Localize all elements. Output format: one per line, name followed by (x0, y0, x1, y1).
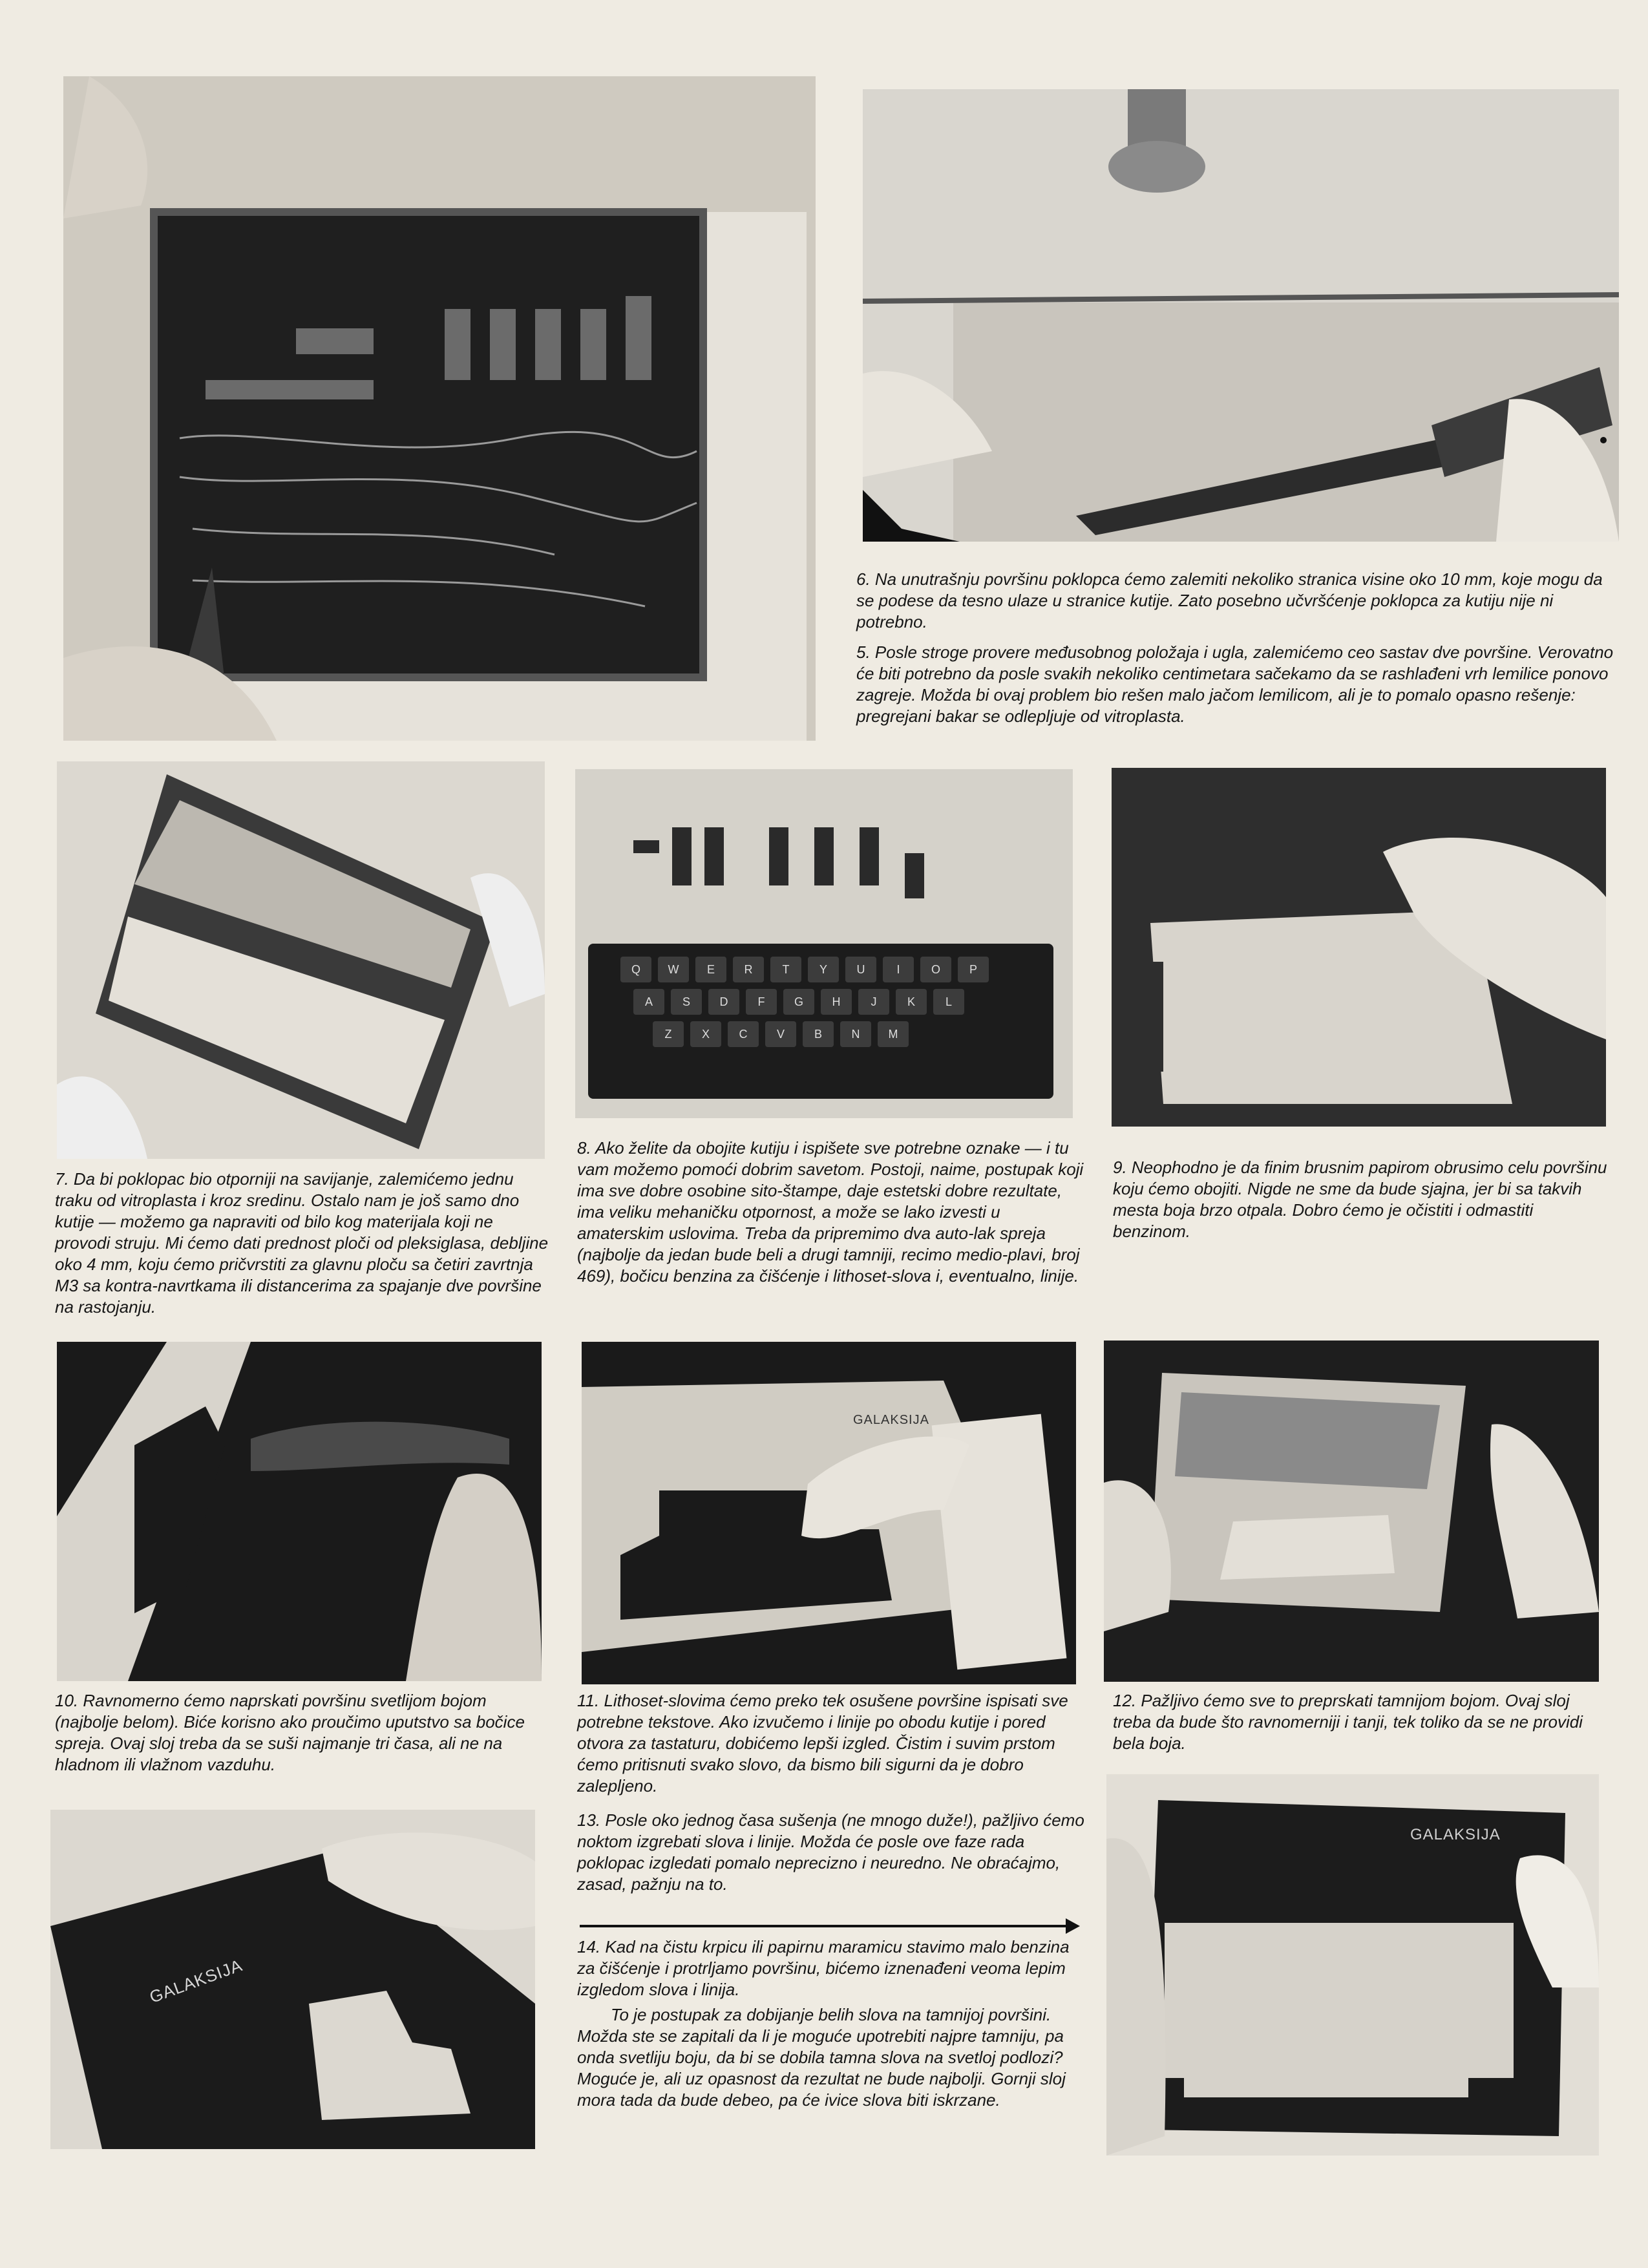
keyboard-keys (601, 957, 1047, 1047)
key: S (671, 989, 702, 1015)
keyboard-row-3 (653, 1021, 1047, 1047)
photo-lettering (582, 1342, 1076, 1684)
key: U (845, 957, 876, 982)
photo-spraying-white (57, 1342, 542, 1681)
key: Z (653, 1021, 684, 1047)
caption-6: 6. Na unutrašnju površinu poklopca ćemo zalemiti nekoliko stranica visine oko 10 mm, koje mogu da se podese da tesno ulaze u stranice kutije. Zato posebno učvršćenje poklopca za kutiju nije ni potrebno. (856, 569, 1603, 631)
caption-14 (577, 1936, 1084, 2115)
caption-13: 13. Posle oko jednog časa sušenja (ne mnogo duže!), pažljivo ćemo noktom izgrebati slova i linije. Možda će posle ove faze rada poklopac izgledati pomalo neprecizno i neuredno. Ne obraćajmo, zasad, pažnju na to. (577, 1810, 1084, 1894)
key: T (770, 957, 801, 982)
key: Y (808, 957, 839, 982)
key: J (858, 989, 889, 1015)
key: K (896, 989, 927, 1015)
photo-soldering-board (63, 76, 816, 741)
photo-lid-frame (57, 761, 545, 1159)
caption-10: 10. Ravnomerno ćemo naprskati površinu svetlijom bojom (najbolje belom). Biće korisno ako proučimo uputstvo sa bočice spreja. Ovaj sloj treba da se suši najmanje tri časa, ali ne na hladnom ili vlažnom vazduhu. (55, 1691, 525, 1774)
photo-spraying-dark (1104, 1341, 1599, 1682)
caption-5: 5. Posle stroge provere međusobnog položaja i ugla, zalemićemo ceo sastav dve površine. Verovatno će biti potrebno da posle svakih nekoliko centimetara sačekamo da se rashlađeni vrh lemilice ponovo zagreje. Možda bi ovaj problem bio rešen malo jačom lemilicom, ali je to pomalo opasno rešenje: pregrejani bakar se odlepljuje od vitroplasta. (856, 642, 1614, 726)
key: H (821, 989, 852, 1015)
keyboard-row-1 (620, 957, 1047, 982)
key: I (883, 957, 914, 982)
keyboard-row-2 (633, 989, 1047, 1015)
key: V (765, 1021, 796, 1047)
key: D (708, 989, 739, 1015)
galaksija-label: GALAKSIJA (1410, 1826, 1501, 1843)
key: Q (620, 957, 651, 982)
key: F (746, 989, 777, 1015)
photo-soldering-lid (863, 89, 1619, 542)
key: P (958, 957, 989, 982)
key: W (658, 957, 689, 982)
key: E (695, 957, 726, 982)
photo-sanding (1112, 768, 1606, 1127)
key: A (633, 989, 664, 1015)
key: N (840, 1021, 871, 1047)
caption-9: 9. Neophodno je da finim brusnim papirom obrusimo celu površinu koju ćemo obojiti. Nigde ne sme da bude sjajna, jer bi sa takvih mesta boja brzo otpala. Dobro ćemo je očistiti i odmastiti benzinom. (1113, 1158, 1607, 1241)
key: B (803, 1021, 834, 1047)
key: M (878, 1021, 909, 1047)
photo-keyboard-board (575, 769, 1073, 1118)
key: O (920, 957, 951, 982)
caption-8: 8. Ako želite da obojite kutiju i ispišete sve potrebne oznake — i tu vam možemo pomoći dobrim savetom. Postoji, naime, postupak koji ima sve dobre osobine sito-štampe, daje estetski dobre rezultate, ima veliku mehaničku otpornost, a može se lako izvesti u amaterskim uslovima. Treba da pripremimo dva auto-lak spreja (najbolje da jedan bude beli a drugi tamniji, recimo medio-plavi, broj 469), bočicu benzina za čišćenje i lithoset-slova i, eventualno, linije. (577, 1138, 1084, 1286)
continuation-arrow (580, 1925, 1077, 1927)
key: G (783, 989, 814, 1015)
caption-7: 7. Da bi poklopac bio otporniji na savijanje, zalemićemo jednu traku od vitroplasta i kroz sredinu. Ostalo nam je još samo dno kutije — možemo ga napraviti od bilo kog materijala koji ne provodi struju. Mi ćemo dati prednost ploči od pleksiglasa, debljine oko 4 mm, koju ćemo pričvrstiti za glavnu ploču sa četiri zavrtnja M3 sa kontra-navrtkama ili distancerima za spajanje dve površine na rastojanju. (55, 1169, 549, 1317)
caption-14-part-2: To je postupak za dobijanje belih slova na tamnijoj površini. Možda ste se zapitali da li je moguće upotrebiti najpre tamniju, pa onda svetliju boju, da bi se dobila tamna slova na svetloj podlozi? Moguće je, ali uz opasnost da rezultat ne bude najbolji. Gornji sloj mora tada da bude debeo, pa će ivice slova biti iskrzane. (577, 2005, 1066, 2110)
key: X (690, 1021, 721, 1047)
page-mark (1600, 437, 1607, 443)
caption-12: 12. Pažljivo ćemo sve to preprskati tamnijom bojom. Ovaj sloj treba da bude što ravnomerniji i tanji, tek toliko da se ne providi bela boja. (1113, 1691, 1583, 1753)
galaksija-label: GALAKSIJA (853, 1413, 929, 1427)
key: R (733, 957, 764, 982)
key: C (728, 1021, 759, 1047)
photo-galaksija-lid-finger (50, 1810, 535, 2149)
caption-14-part-1: 14. Kad na čistu krpicu ili papirnu maramicu stavimo malo benzina za čišćenje i protrljamo površinu, bićemo iznenađeni veoma lepim izgledom slova i linija. (577, 1937, 1070, 1999)
photo-finished-lid (1106, 1774, 1599, 2156)
caption-11: 11. Lithoset-slovima ćemo preko tek osušene površine ispisati sve potrebne tekstove. Ako izvučemo i linije po obodu kutije i pored otvora za tastaturu, dobićemo lepši izgled. Čistim i suvim prstom ćemo pritisnuti svako slovo, da bismo bili sigurni da je dobro zalepljeno. (577, 1691, 1068, 1796)
galaksija-label: GALAKSIJA (147, 1955, 246, 2007)
key: L (933, 989, 964, 1015)
